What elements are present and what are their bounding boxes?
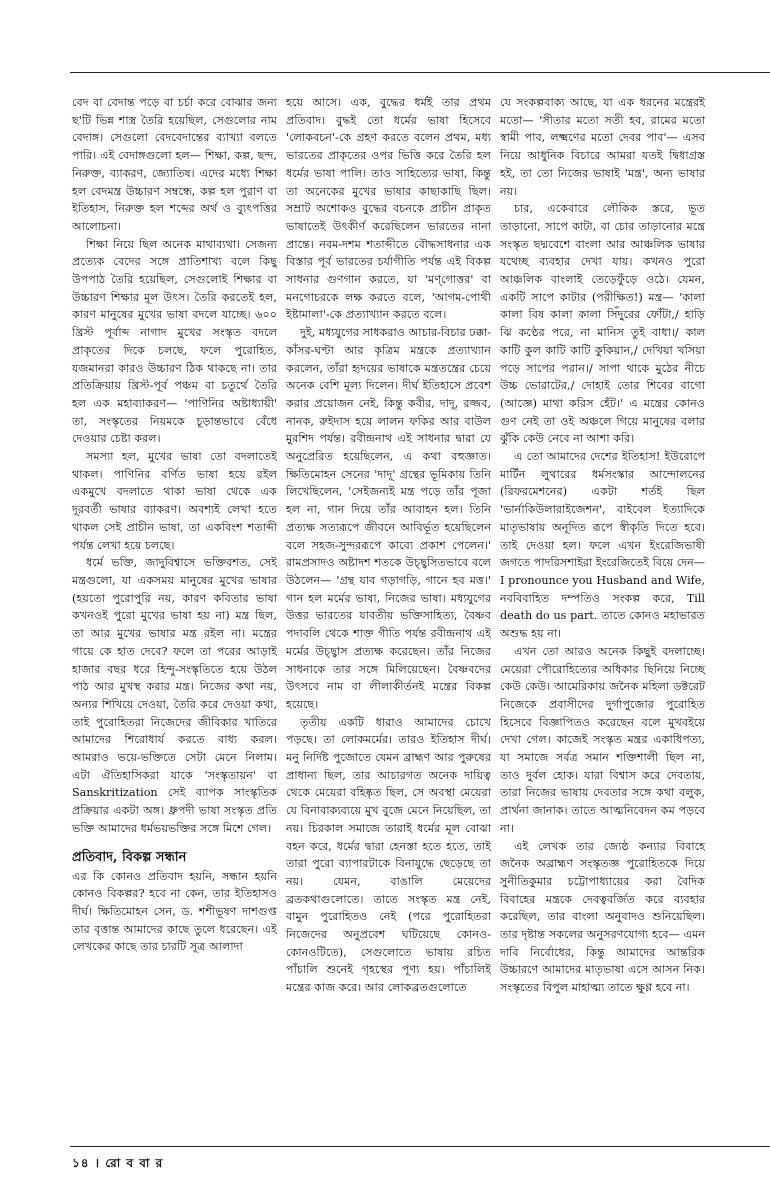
column-1 bbox=[72, 94, 277, 956]
paragraph: এ তো আমাদের দেশের ইতিহাস! ইউরোপে মার্টিন লুথারের ধর্মসংস্কার আন্দোলনের (রিফরমেশনের) একটা শর্তই ছিল 'ভার্নাকিউলারাইজেশন', বাইবেল ইত্যাদিকে মাতৃভাষায় অনূদিত রূপে স্বীকৃতি দিতে হবে। তাই দেওয়া হল। ফলে এখন ইংরেজিভাষী জগতে পাদরিসশাইরা ইংরেজিতেই বিয়ে দেন— I pronounce you Husband and Wife, নববিবাহিত দম্পতিও সংকল্প করে, Till death do us part. তাতে কোনও মহাভারত অশুদ্ধ হয় না। bbox=[500, 450, 705, 641]
paragraph: ধর্মে ভক্তি, জাদুবিশ্বাসে ভক্তিবশত, সেই মন্ত্রগুলো, যা একসময় মানুষের মুখের ভাষার (হয়তো পুরোপুরি নয়, কারণ কবিতার ভাষা কখনওই পুরো মুখের ভাষা হয় না) মন্ত্র ছিল, তা আর মুখের ভাষার মন্ত্র রইল না। মন্ত্রের গায়ে কে হাত দেবে? ফলে তা পরের আড়াই হাজার বছর ধরে হিন্দু-সংস্কৃতিতে হয়ে উঠল পাঠ আর মুখস্থ করার মন্ত্র। নিজের কথা নয়, অন্যর শিখিয়ে দেওয়া, তৈরি করে দেওয়া কথা, তাই পুরোহিতরা নিজেদের জীবিকার খাতিরে আমাদের শিরোধার্য করতে বাধ্য করল। আমরাও ভয়ে-ভক্তিতে সেটা মেনে নিলাম। এটা ঐতিহাসিকরা যাকে 'সংস্কৃতায়ন' বা Sanskritization সেই ব্যাপক সাংস্কৃতিক প্রক্রিয়ার একটা অঙ্গ। ধ্রুপদী ভাষা সংস্কৃত প্রতি ভক্তি আমাদের ধর্মভয়ভক্তির সঙ্গে মিশে গেল। bbox=[72, 556, 277, 835]
paragraph: হয়ে আসে। এক, বুদ্ধের ধর্মই তার প্রথম প্রতিবাদ। বুদ্ধই তো ধর্মের ভাষা হিসেবে 'লোকবচন'-কে গ্রহণ করতে বলেন প্রথম, মধ্য ভারতের প্রাকৃতের ওপর ভিত্তি করে তৈরি হল ধর্মের ভাষা পালি। তাও সাহিত্যের ভাষা, কিন্তু তা অনেকের মুখের ভাষার কাছাকাছি ছিল। সম্রাট অশোকও বুদ্ধের বচনকে প্রাচীন প্রাকৃত ভাষাতেই উৎকীর্ণ করেছিলেন ভারতের নানা প্রান্তে। নবম-দশম শতাব্দীতে বৌদ্ধসাধনার এক বিস্তার পূর্ব ভারতের চর্যাগীতি পর্যন্ত এই বিকল্প সাধনার গুণগান করতে, যা 'মণ্‌গোত্তর' বা মনগোচরকে লক্ষ করতে বলে, 'আগম-পোথী ইষ্টামালা'-কে প্রত্যাখ্যান করতে বলে। bbox=[286, 96, 491, 322]
paragraph: সমস্যা হল, মুখের ভাষা তো বদলাতেই থাকল। পাণিনির বর্ণিত ভাষা হয়ে রইল একমুখে বদলাতে থাকা ভাষা থেকে এক দূরবর্তী ভাষার ব্যাকরণ। অবশ্যই লেখা হতে থাকল সেই প্রাচীন ভাষা, তা একবিংশ শতাব্দী পর্যন্ত লেখা হয়ে চলছে। bbox=[72, 450, 277, 552]
section-heading: প্রতিবাদ, বিকল্প সন্ধান bbox=[72, 849, 187, 865]
footer-separator: । bbox=[94, 1156, 101, 1170]
paragraph: দুই, মধ্যযুগের সাধকরাও আচার-বিচার ঢক্কা-কাঁসর-ঘণ্টা আর কৃত্রিম মন্ত্রকে প্রত্যাখ্যান করলেন, তাঁরা হৃদয়ের ভাষাকে মন্ত্রতন্ত্রের চেয়ে অনেক বেশি মূল্য দিলেন। দীর্ঘ ইতিহাসে প্রবেশ করার প্রয়োজন নেই, কিন্তু কবীর, দাদূ, রজ্জব, নানক, রুইদাস হয়ে লালন ফকির আর বাউল মুরশিদ পর্যন্ত। রবীন্দ্রনাথ এই সাধনার দ্বারা যে অনুপ্রেরিত হয়েছিলেন, এ কথা বহুজ্ঞাত। ক্ষিতিমোহন সেনের 'দাদূ' গ্রন্থের ভূমিকায় তিনি লিখেছিলেন, 'সেইজন্যই মন্ত্র পড়ে তাঁর পূজা হল না, গান দিয়ে তাঁর আবাহন হল। তিনি প্রত্যক্ষ সত্যরূপে জীবনে আবির্ভূত হয়েছিলেন বলে সহজ-সুন্দররূপে কাব্যে প্রকাশ পেলেন।' রামপ্রসাদও অষ্টাদশ শতকে উচ্ছ্বসিতভাবে বলে উঠলেন— 'গ্রন্থ যাব গড়াগড়ি, গানে হব মত্ত।' গান হল মর্মের ভাষা, নিজের ভাষা। মধ্যযুগের উত্তর ভারতের যাবতীয় ভক্তিসাহিত্য, বৈষ্ণব পদাবলি থেকে শাক্ত গীতি পর্যন্ত রবীন্দ্রনাথ এই মর্মের উচ্ছ্বাস প্রত্যক্ষ করেছেন। তাঁর নিজের সাধনাকে তার সঙ্গে মিলিয়েছেন। বৈষ্ণবদের উৎসবে নাম বা লীলাকীর্তনই মন্ত্রের বিকল্প হয়েছে। bbox=[286, 326, 491, 711]
magazine-name: রো ব বা র bbox=[105, 1156, 164, 1170]
top-rule bbox=[70, 72, 770, 73]
page-number: ১৪ bbox=[72, 1156, 90, 1170]
paragraph: তৃতীয় একটি ধারাও আমাদের চোখে পড়ছে। তা লোকমর্মের। তারও ইতিহাস দীর্ঘ। মনু নির্দিষ্ট পুজোতে যেমন ব্রাহ্মণ আর পুরুষের প্রাধান্য ছিল, তার আচারগত অনেক দায়িত্ব থেকে মেয়েরা বহিষ্কৃত ছিল, সে অবস্থা মেয়েরা যে বিনাবাক্যব্যয়ে মুখ বুজে মেনে নিয়েছিল, তা নয়। চিরকাল সমাজে তারাই ধর্মের মূল বোঝা বহন করে, ধর্মের দ্বারা হেনস্তা হতে হতে, তাই তারা পুরো ব্যাপারটাকে বিনাযুদ্ধে ছেড়েছে তা নয়। যেমন, বাঙালি মেয়েদের ব্রতকথাগুলোতে। তাতে সংস্কৃত মন্ত্র নেই, বামুন পুরোহিতও নেই (পরে পুরোহিতরা নিজেদের অনুপ্রবেশ ঘটিয়েছে কোনও-কোনওটিতে), সেগুলোতে ভাষায় রচিত পাঁচালি শুনেই গৃহস্থের পূণ্য হয়। পাঁচালিই মন্ত্রের কাজ করে। আর লোকব্রতগুলোতে bbox=[286, 715, 491, 995]
paragraph: বেদ বা বেদান্ত পড়ে বা চর্চা করে বোঝার জন্য ছ'টি ভিন্ন শাস্ত্র তৈরি হয়েছিল, সেগুলোর নাম বেদাঙ্গ। সেগুলো বেদবেদান্তের ব্যাখ্যা বলতে পারি। এই বেদাঙ্গগুলো হল— শিক্ষা, কল্প, ছন্দ, নিরুক্ত, ব্যাকরণ, জ্যোতিষ। এদের মধ্যে শিক্ষা হল বেদমন্ত্র উচ্চারণ সম্বন্ধে, কল্প হল পুরাণ বা ইতিহাস, নিরুক্ত হল শব্দের অর্থ ও ব্যুৎপত্তির আলোচনা। bbox=[72, 96, 277, 233]
paragraph: চার, একেবারে লৌকিক স্তরে, ভূত তাড়ানো, সাপে কাটা, বা চোর তাড়ানোর মন্ত্রে সংস্কৃত ছদ্মবেশে বাংলা আর আঞ্চলিক ভাষার যথেচ্ছ ব্যবহার দেখা যায়। কখনও পুরো আঞ্চলিক বাংলাই তেড়েফুঁড়ে ওঠে। যেমন, একটি সাপে কাটার (পরীক্ষিত!) মন্ত্র— 'কালা কালা বিষ কালা কালা সিঁদুরের ফোঁটা,/ হাড়ি ঝি কণ্ঠের পরে, না মানিস তুই বাধা।/ কাল কাটি কুল কাটি কাটি কুকিয়ান,/ দেখিয়া খসিয়া পড়ে সাপের পরান।/ সাপা থাকে মুঠের নীচে উচ্চ ভোরাটের,/ দোহাই তোর শিবের বাগো (আজ্ঞে) মাথা করিস হেঁট।' এ মন্ত্রের কোনও গুণ নেই তা ওই অঞ্চলে গিয়ে মানুষের বলার ঝুঁকি কেউ নেবে না আশা করি। bbox=[500, 202, 705, 446]
column-2 bbox=[286, 94, 491, 997]
page-footer bbox=[72, 1155, 163, 1175]
paragraph: এখন তো আরও অনেক কিছুই বদলাচ্ছে। মেয়েরা পৌরোহিত্যের অধিকার ছিনিয়ে নিচ্ছে কেউ কেউ। আমেরিকায় জনৈক মহিলা ডক্টরেট নিজেকে প্রবাসীদের দুর্গাপুজোর পুরোহিত হিসেবে বিজ্ঞাপিতও করেছেন বলে মুখবইয়ে দেখা গেল। কাজেই সংস্কৃত মন্ত্রর একাধিপত্য, যা সমাজে সর্বত্র সমান শক্তিশালী ছিল না, তাও দুর্বল হোক। যারা বিশ্বাস করে দেবতায়, তারা নিজের ভাষায় দেবতার সঙ্গে কথা বলুক, প্রার্থনা জানাক। তাতে আত্মনিবেদন কম পড়বে না। bbox=[500, 644, 705, 835]
paragraph: এই লেখক তার জ্যেষ্ঠ কন্যার বিবাহে জনৈক অব্রাহ্মণ সংস্কৃতজ্ঞ পুরোহিতকে দিয়ে সুনীতিকুমার চট্টোপাধ্যায়ের করা বৈদিক বিবাহের মন্ত্রকে দেবত্ববর্জিত করে ব্যবহার করেছিল, তার বাংলা অনুবাদও শুনিয়েছিল। তার দৃষ্টান্ত সকলের অনুসরণযোগ্য হবে— এমন দাবি নির্বোধের, কিন্তু আমাদের আন্তরিক উচ্চারণে আমাদের মাতৃভাষা এসে আসন নিক। সংস্কৃতের বিপুল মাহাত্ম্য তাতে ক্ষুণ্ণ হবে না। bbox=[500, 839, 705, 995]
paragraph: শিক্ষা নিয়ে ছিল অনেক মাথাব্যথা। সেজন্য প্রত্যেক বেদের সঙ্গে প্রাতিশাখ্য বলে কিছু উপপাঠ তৈরি হয়েছিল, সেগুলোই শিক্ষার বা উচ্চারণ শিক্ষার মূল উৎস। তৈরি করতেই হল, কারণ মানুষের মুখের ভাষা বদলে যাচ্ছে। ৬০০ খ্রিস্ট পূর্বাব্দ নাগাদ মুখের সংস্কৃত বদলে প্রাকৃতের দিকে চলছে, ফলে পুরোহিত, যজমানরা কারও উচ্চারণ ঠিক থাকছে না। তার প্রতিক্রিয়ায় খ্রিস্ট-পূর্ব পঞ্চম বা চতুর্থে তৈরি হল এক মহাব্যাকরণ— 'পাণিনির অষ্টাধ্যায়ী' তা, সংস্কৃতের নিয়মকে চূড়ান্তভাবে বেঁধে দেওয়ার চেষ্টা করল। bbox=[72, 237, 277, 446]
paragraph: যে সংকল্পবাক্য আছে, যা এক ধরনের মন্ত্রেরই মতো— 'সীতার মতো সতী হব, রামের মতো স্বামী পাব, লক্ষ্মণের মতো দেবর পাব'— এসব নিয়ে আধুনিক বিচারে আমরা যতই দ্বিধাগ্রস্ত হই, তা তো নিজের ভাষাই 'মন্ত্র', অন্য ভাষার নয়। bbox=[500, 96, 705, 198]
column-3 bbox=[500, 94, 705, 997]
paragraph: এর কি কোনও প্রতিবাদ হয়নি, সন্ধান হয়নি কোনও বিকল্পর? হবে না কেন, তার ইতিহাসও দীর্ঘ। ক্ষিতিমোহন সেন, ড. শশীভূষণ দাশগুপ্ত তার বৃত্তান্ত আমাদের কাছে তুলে ধরেছেন। এই লেখকের কাছে তার চারটি সূত্র আলাদা bbox=[72, 869, 277, 954]
bottom-rule bbox=[70, 1146, 770, 1147]
